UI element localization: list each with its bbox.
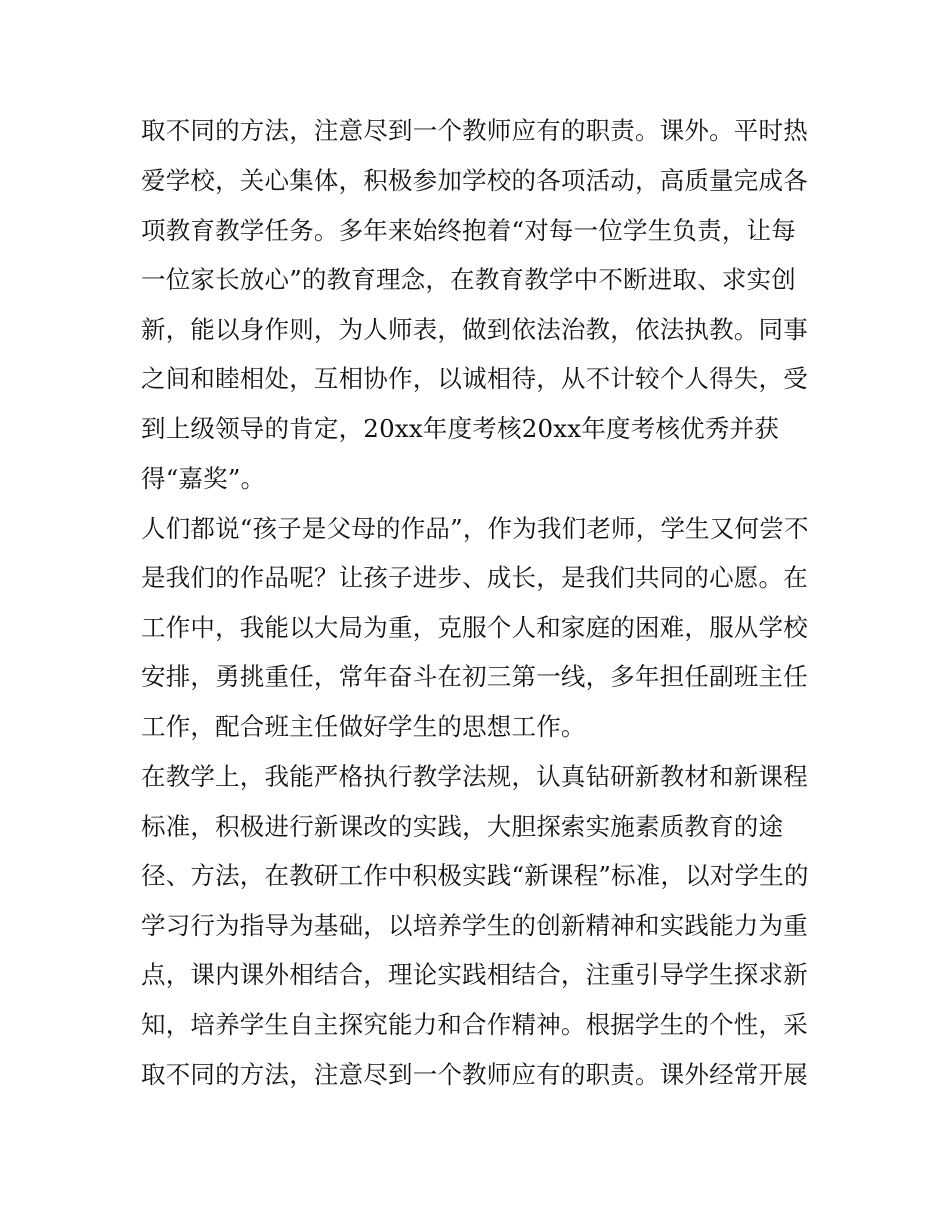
text-line: 是我们的作品呢？让孩子进步、成长，是我们共同的心愿。在 <box>141 563 808 592</box>
text-line: 到上级领导的肯定，20xx年度考核20xx年度考核优秀并获 <box>141 414 779 443</box>
text-line: 标准，积极进行新课改的实践，大胆探索实施素质教育的途 <box>141 812 784 841</box>
text-line: 得“嘉奖”。 <box>141 464 266 493</box>
text-line: 一位家长放心”的教育理念，在教育教学中不断进取、求实创 <box>141 265 796 294</box>
text-line: 安排，勇挑重任，常年奋斗在初三第一线，多年担任副班主任 <box>141 662 808 691</box>
text-line: 取不同的方法，注意尽到一个教师应有的职责。课外经常开展 <box>141 1060 808 1089</box>
text-line: 人们都说“孩子是父母的作品”，作为我们老师，学生又何尝不 <box>141 514 809 543</box>
text-line: 项教育教学任务。多年来始终抱着“对每一位学生负责，让每 <box>141 216 796 245</box>
text-line: 工作，配合班主任做好学生的思想工作。 <box>141 712 586 741</box>
text-line: 知，培养学生自主探究能力和合作精神。根据学生的个性，采 <box>141 1010 808 1039</box>
text-line: 学习行为指导为基础，以培养学生的创新精神和实践能力为重 <box>141 911 808 940</box>
text-line: 之间和睦相处，互相协作，以诚相待，从不计较个人得失，受 <box>141 364 808 393</box>
text-line: 新，能以身作则，为人师表，做到依法治教，依法执教。同事 <box>141 315 808 344</box>
text-line: 点，课内课外相结合，理论实践相结合，注重引导学生探求新 <box>141 960 808 989</box>
text-line: 取不同的方法，注意尽到一个教师应有的职责。课外。平时热 <box>141 116 808 145</box>
text-line: 径、方法，在教研工作中积极实践“新课程”标准，以对学生的 <box>141 861 809 890</box>
text-line: 工作中，我能以大局为重，克服个人和家庭的困难，服从学校 <box>141 613 808 642</box>
text-line: 在教学上，我能严格执行教学法规，认真钻研新教材和新课程 <box>141 762 808 791</box>
text-line: 爱学校，关心集体，积极参加学校的各项活动，高质量完成各 <box>141 166 808 195</box>
